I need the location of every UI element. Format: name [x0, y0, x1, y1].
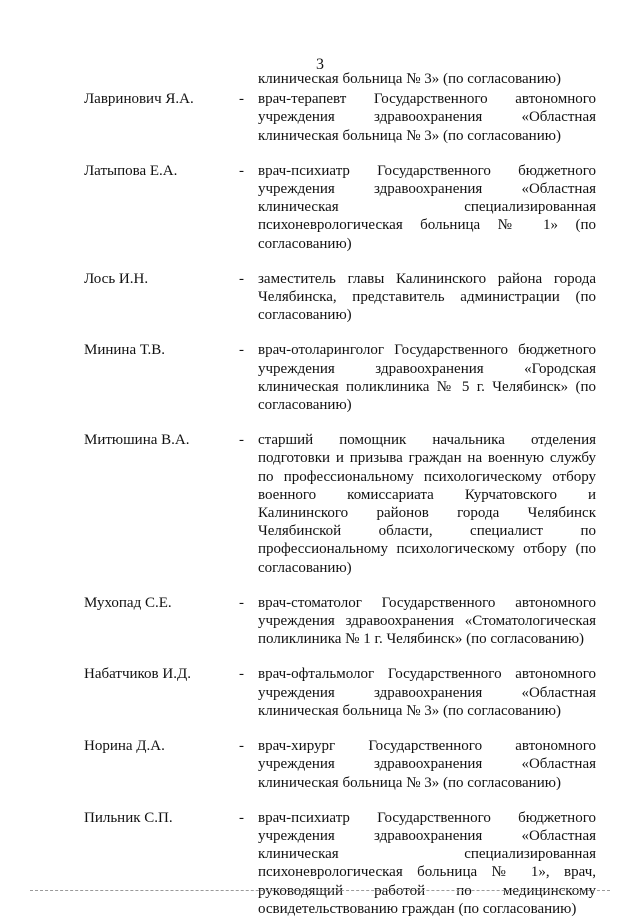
member-row [84, 665, 604, 720]
member-dash: - [239, 270, 244, 287]
member-dash: - [239, 594, 244, 611]
member-dash: - [239, 666, 244, 683]
member-role: заместитель главы Калининского района города Челябинска, представитель администрации (по согласованию) [258, 270, 596, 324]
member-role: врач-стоматолог Государственного автономного учреждения здравоохранения «Стоматологическая поликлиника № 1 г. Челябинск» (по согласованию) [258, 594, 596, 648]
member-name: Мухопад С.Е. [84, 594, 172, 611]
member-dash: - [239, 162, 244, 179]
member-dash: - [239, 432, 244, 449]
member-dash: - [239, 91, 244, 108]
member-row [84, 270, 604, 325]
member-row [84, 809, 604, 918]
member-role: старший помощник начальника отделения подготовки и призыва граждан на военную службу по профессиональному психологическому отбору военного комиссариата Курчатовского и Калининского районов города Челябинск Челябинской области, специалист по профессиональному психологическому отбору (по согласованию) [258, 432, 596, 576]
member-row [84, 594, 604, 649]
member-role: врач-хирург Государственного автономного учреждения здравоохранения «Областная клиническая больница № 3» (по согласованию) [258, 738, 596, 791]
commission-member-list [84, 70, 604, 918]
member-name: Минина Т.В. [84, 342, 166, 359]
member-name: Набатчиков И.Д. [84, 666, 191, 683]
member-dash: - [239, 809, 244, 826]
member-role: врач-отоларинголог Государственного бюджетного учреждения здравоохранения «Городская клиническая поликлиника № 5 г. Челябинск» (по согласованию) [258, 342, 596, 414]
member-dash: - [239, 342, 244, 359]
member-role: врач-офтальмолог Государственного автономного учреждения здравоохранения «Областная клиническая больница № 3» (по согласованию) [258, 666, 596, 719]
member-name: Норина Д.А. [84, 738, 165, 755]
member-row [84, 162, 604, 253]
page-number: 3 [316, 56, 324, 73]
member-row [84, 737, 604, 792]
member-row [84, 90, 604, 145]
member-role: врач-психиатр Государственного бюджетного учреждения здравоохранения «Областная клиническая специализированная психоневрологическая больница № 1», врач, руководящий работой по медицинскому освидетельствованию граждан (по согласованию) [258, 809, 596, 917]
continuation-text: клиническая больница № 3» (по согласованию) [258, 71, 561, 87]
member-dash: - [239, 738, 244, 755]
member-name: Лось И.Н. [84, 270, 149, 287]
member-name: Лавринович Я.А. [84, 91, 194, 108]
member-role: врач-терапевт Государственного автономного учреждения здравоохранения «Областная клиническая больница № 3» (по согласованию) [258, 91, 596, 144]
page-bottom-rule [30, 890, 610, 891]
member-name: Митюшина В.А. [84, 432, 190, 449]
member-name: Латыпова Е.А. [84, 162, 178, 179]
member-row [84, 341, 604, 414]
member-role: врач-психиатр Государственного бюджетного учреждения здравоохранения «Областная клиническая специализированная психоневрологическая больница № 1» (по согласованию) [258, 162, 596, 252]
member-name: Пильник С.П. [84, 809, 173, 826]
member-row [84, 431, 604, 577]
